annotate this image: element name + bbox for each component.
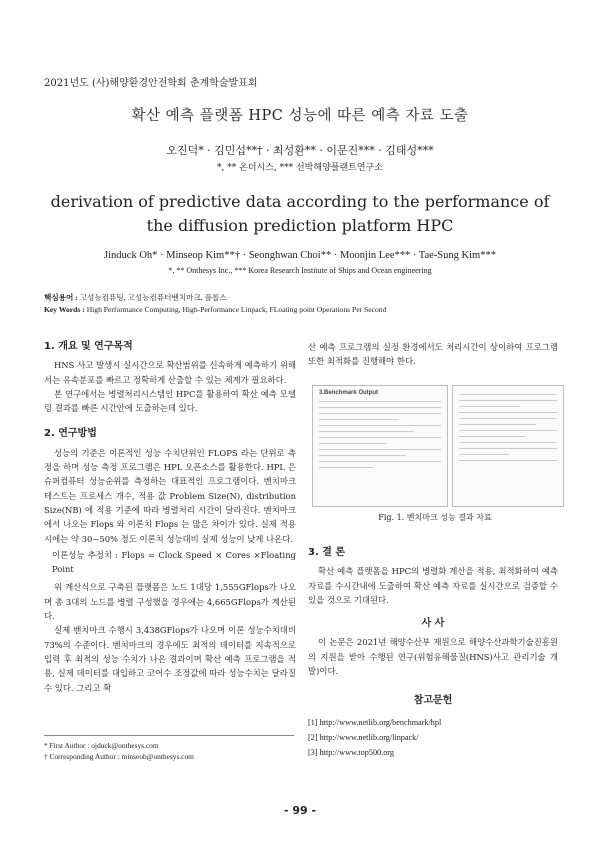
acknowledgment-text: 이 논문은 2021년 해양수산부 재원으로 해양수산과학기술진흥원의 지원을 받아 수행된 연구(위험유해물질(HNS)사고 관리기술 개발)이다.: [308, 637, 558, 677]
title-korean: 확산 예측 플랫폼 HPC 성능에 따른 예측 자료 도출: [131, 108, 469, 124]
authors-english: Jinduck Oh* · Minseop Kim**† · Seonghwan Choi** · Moonjin Lee*** · Tae-Sung Kim***: [104, 250, 496, 261]
right-column-continuation: 산 예측 프로그램의 실정 환경에서도 처리시간이 상이하여 프로그램 또한 최적화를 진행해야 한다.: [308, 342, 558, 367]
page-number: - 99 -: [283, 804, 317, 817]
conference-header: 2021년도 (사)해양환경안전학회 춘계학술발표회: [44, 78, 258, 89]
keywords-korean-label: 핵심용어 :: [44, 293, 78, 302]
reference-item: [2] http://www.netlib.org/linpack/: [308, 732, 419, 742]
keywords-korean-text: 고성능컴퓨팅, 고성능컴퓨터벤치마크, 플롭스: [79, 293, 227, 302]
left-column: [44, 340, 296, 695]
acknowledgment-title: 사 사: [421, 618, 445, 630]
references-title: 참고문헌: [413, 695, 453, 707]
keywords-english-text: High Performance Computing, High-Performance Linpack, FLoating point Operations Per Second: [86, 305, 387, 314]
authors-korean: 오진덕* · 김민섭**† · 최성환** · 이문진*** · 김태성***: [166, 144, 434, 157]
section-1-paragraph-1: HNS 사고 발생시 실시간으로 확산범위를 신속하게 예측하기 위해서는 유속분포를 빠르고 정확하게 산출할 수 있는 체계가 필요하다.: [44, 360, 296, 385]
figure-right-panel: [452, 385, 564, 507]
affiliation-korean: *, ** 온더시스, *** 선박해양플랜트연구소: [217, 163, 383, 173]
figure-left-label: 3.Benchmark Output: [319, 390, 379, 396]
section-2-paragraph-1: 성능의 기준은 이론적인 성능 수치단위인 FLOPS 라는 단위로 측정을 하며 성능 측정 프로그램은 HPL 오픈소스를 활용한다. HPL 은 슈퍼컴퓨터 성능순위를 측정하는 대표적인 프로그램이다. 벤치마크 테스트는 프로세스 개수, 적용 값 Problem Size(N), distribution Size(NB) 에 적용 기준에 따라 병렬처리 시간이 달라진다. 벤치마크에서 나오는 Flops 와 이론치 Flops 는 많은 차이가 있다. 실제 적용시에는 약 30~50% 정도 이론치 성능대비 실제 성능이 낮게 나온다.: [44, 447, 296, 544]
section-3-paragraph: 확산 예측 플랫폼을 HPC의 병렬화 계산을 적용, 최적화하여 예측 자료를 수시간내에 도출하여 확산 예측 자료를 실시간으로 검증할 수 있을 것으로 기대된다.: [308, 566, 558, 605]
section-1-title: 1. 개요 및 연구목적: [44, 341, 133, 352]
reference-item: [3] http://www.top500.org: [308, 747, 394, 757]
references-list: [308, 715, 558, 760]
title-english: derivation of predictive data according to the performance of the diffusion prediction platform HPC: [50, 192, 550, 235]
figure-caption: Fig. 1. 벤치마크 성능 결과 자료: [378, 513, 492, 522]
figure-left-panel: [312, 385, 448, 507]
section-2-paragraph-3: 실제 벤치마크 수행시 3,438GFlops가 나오며 이론 성능수치대비 73%의 수준이다. 벤치마크의 경우에도 최적의 데이터를 지속적으로 입력 후 최적의 성능 수치가 나온 결과이며 확산 예측 프로그램을 적용, 실제 데이터를 대입하고 코어수 조정값에 따라 성능수치는 달라질 수 있다. 그리고 확: [44, 625, 296, 693]
keywords-english-label: Key Words :: [44, 305, 85, 314]
footnote-first-author: * First Author : ojduck@onthesys.com: [44, 741, 159, 750]
keywords-english: [44, 305, 386, 314]
affiliation-english: *, ** Onthesys Inc., *** Korea Research Institute of Ships and Ocean engineering: [168, 266, 432, 275]
section-1-paragraph-2: 본 연구에서는 병렬처리시스템인 HPC를 활용하여 확산 예측 모델링 결과를 빠른 시간안에 도출하는데 있다.: [44, 388, 296, 414]
footnote-corresponding-author: † Corresponding Author : minseob@onthesys.com: [44, 752, 194, 761]
section-3-title: 3. 결 론: [308, 547, 346, 558]
right-column-lower: [308, 546, 558, 760]
footnotes: [44, 735, 294, 762]
section-2-title: 2. 연구방법: [44, 428, 97, 440]
keywords-korean: [44, 292, 227, 303]
reference-item: [1] http://www.netlib.org/benchmark/hpl: [308, 717, 442, 727]
right-column: [308, 340, 558, 369]
section-2-paragraph-2: 위 계산식으로 구축된 플랫폼은 노드 1대당 1,555GFlops가 나오며 총 3대의 노드를 병렬 구성했을 경우에는 4,665GFlops가 계산된다.: [44, 582, 296, 622]
formula: 이론성능 추정치 : Flops = Clock Speed × Cores ×Floating Point: [52, 549, 296, 575]
